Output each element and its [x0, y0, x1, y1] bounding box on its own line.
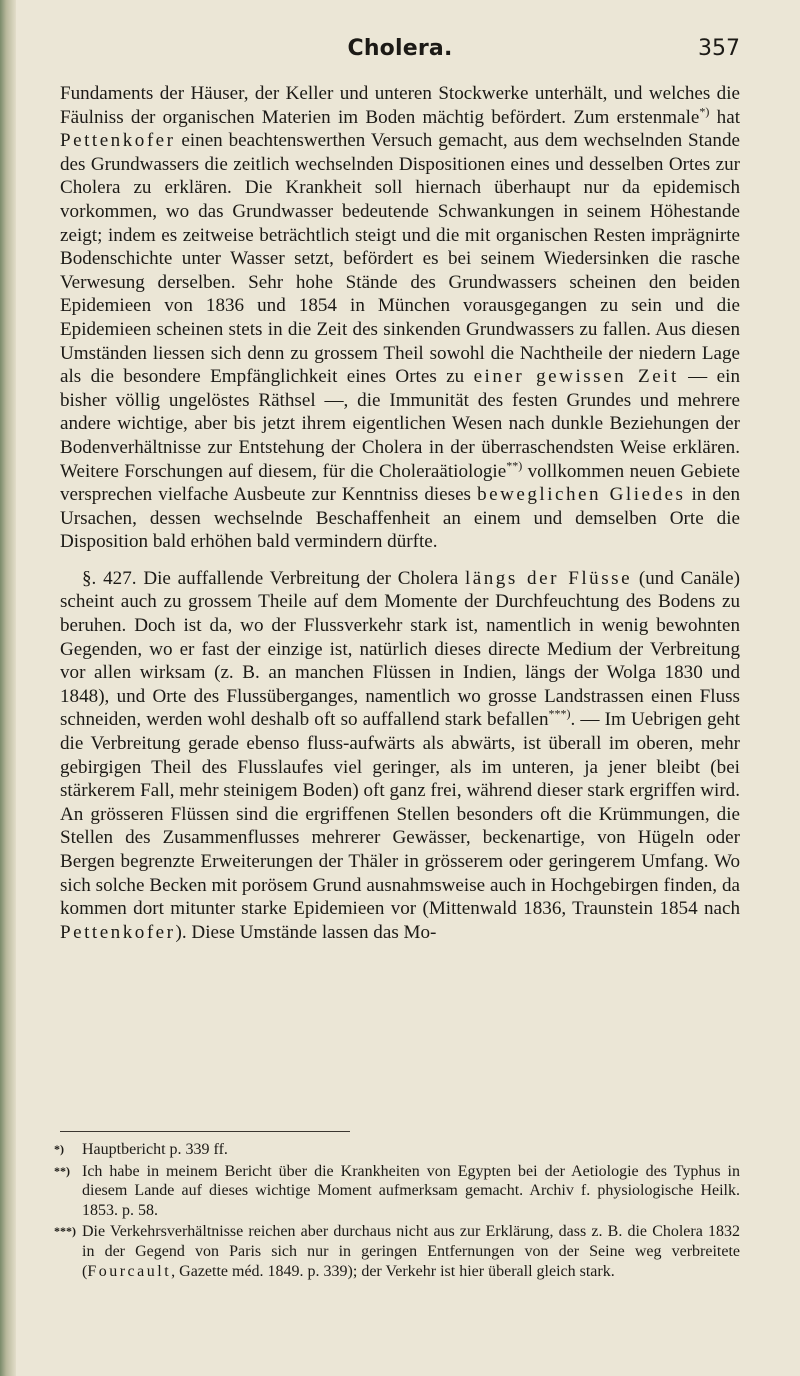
footnote-mark: ***)	[54, 1224, 76, 1239]
page-header	[60, 36, 740, 76]
footnote-ref-2: **)	[506, 458, 523, 473]
footnote-divider	[60, 1131, 350, 1132]
emphasis-text: beweglichen Gliedes	[477, 484, 686, 506]
footnote-2: **) Ich habe in meinem Bericht über die Krankheiten von Egypten bei der Aetiologie des Typhus in diesem Lande auf dieses wichtige Moment aufmerksam gemacht. Archiv f. physiologische Heilk. 1853. p. 58.	[54, 1162, 740, 1219]
paragraph-section-427: §. 427. Die auffallende Verbreitung der Cholera längs der Flüsse (und Canäle) scheint auch zu grossem Theile auf dem Momente der Durchfeuchtung des Bodens zu beruhen. Doch ist da, wo der Flussverkehr stark ist, namentlich in wenig bewohnten Gegenden, wo er fast der einzige ist, natürlich dieses directe Medium der Verbreitung vor allen wirksam (z. B. an manchen Flüssen in Indien, längs der Wolga 1830 und 1848), und Orte des Flussüberganges, namentlich wo grosse Landstrassen einen Fluss schneiden, werden wohl deshalb oft so auffallend stark befallen***). — Im Uebrigen geht die Verbreitung gerade ebenso fluss-aufwärts als abwärts, ist überall im oberen, mehr gebirgigen Theil des Flusslaufes viel geringer, als im unteren, ja jener bleibt (bei stärkerem Fall, mehr steinigem Boden) oft ganz frei, während dieser stark ergriffen wird. An grösseren Flüssen sind die ergriffenen Stellen besonders oft die Krümmungen, die Stellen des Zusammenflusses mehrerer Gewässer, beckenartige, von Hügeln oder Bergen begrenzte Erweiterungen der Thäler in grösserem oder geringerem Umfang. Wo sich solche Becken mit porösem Grund ausnahmsweise auch in Hochgebirgen finden, da kommen dort mitunter starke Epidemieen vor (Mittenwald 1836, Traunstein 1854 nach Pettenkofer). Diese Umstände lassen das Mo-	[60, 567, 740, 943]
page-binding-edge	[0, 0, 16, 1376]
running-title: Cholera.	[347, 36, 453, 61]
footnote-mark: *)	[54, 1142, 64, 1156]
footnote-1: *) Hauptbericht p. 339 ff.	[54, 1141, 228, 1158]
author-name: Fourcault	[87, 1262, 172, 1280]
footnote-ref-1: *)	[699, 104, 710, 119]
emphasis-text: längs der Flüsse	[464, 567, 633, 589]
author-name: Pettenkofer	[60, 130, 176, 152]
paragraph-groundwater: Fundaments der Häuser, der Keller und unteren Stockwerke unterhält, und welches die Fäulniss der organischen Materien im Boden mächtig befördert. Zum erstenmale*) hat Pettenkofer einen beachtenswerthen Versuch gemacht, aus dem wechselnden Stande des Grundwassers die zeitlich wechselnden Dispositionen eines und desselben Ortes zur Cholera zu erklären. Die Krankheit soll hiernach überhaupt nur da epidemisch vorkommen, wo das Grundwasser bedeutende Schwankungen in seinem Höhestande zeigt; indem es zeitweise beträchtlich steigt und die mit organischen Resten imprägnirte Bodenschichte unter Wasser setzt, befördert es bei seinem Wiedersinken die rasche Verwesung derselben. Sehr hohe Stände des Grundwassers scheinen den beiden Epidemieen von 1836 und 1854 in München vorausgegangen zu sein und die Epidemieen scheinen stets in die Zeit des sinkenden Grundwassers zu fallen. Aus diesen Umständen liessen sich denn zu grossem Theil sowohl die Nachtheile der niedern Lage als die besondere Empfänglichkeit eines Ortes zu einer gewissen Zeit — ein bisher völlig ungelöstes Räthsel —, die Immunität des festen Grundes und mehrere andere wichtige, aber bis jetzt ihrem eigentlichen Wesen nach dunkle Beziehungen der Bodenverhältnisse zur Entstehung der Cholera in der überraschendsten Weise erklären. Weitere Forschungen auf diesem, für die Choleraätiologie**) vollkommen neuen Gebiete versprechen vielfache Ausbeute zur Kenntniss dieses beweglichen Gliedes in den Ursachen, dessen wechselnde Beschaffenheit an einem und demselben Orte die Disposition bald erhöhen bald vermindern dürfte.	[60, 83, 740, 553]
footnote-mark: **)	[54, 1163, 70, 1178]
emphasis-text: einer gewissen Zeit	[473, 366, 679, 388]
footnote-ref-3: ***)	[548, 707, 571, 722]
footnotes	[54, 1140, 740, 1283]
page-number: 357	[698, 36, 740, 61]
main-text	[60, 82, 740, 944]
footnote-3: ***) Die Verkehrsverhältnisse reichen aber durchaus nicht aus zur Erklärung, dass z. B. die Cholera 1832 in der Gegend von Paris sich nur in geringen Entfernungen von der Seine weg verbreitete (Fourcault, Gazette méd. 1849. p. 339); der Verkehr ist hier überall gleich stark.	[54, 1223, 740, 1280]
author-name: Pettenkofer	[60, 921, 176, 943]
